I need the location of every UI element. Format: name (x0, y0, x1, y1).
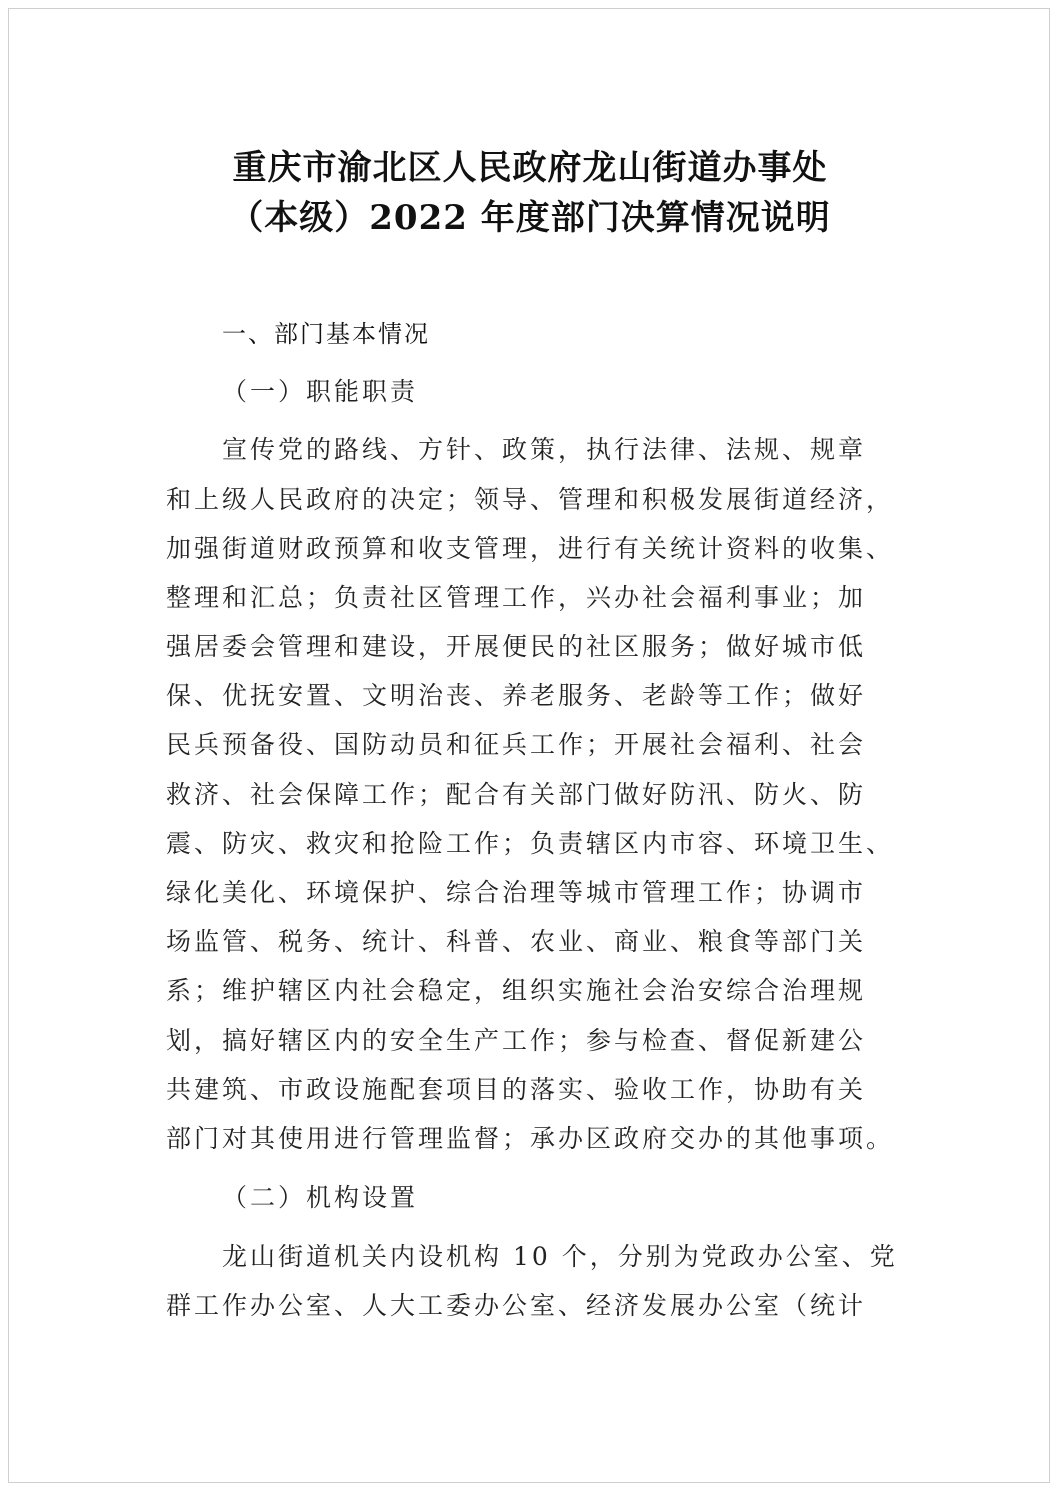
document-title-line1: 重庆市渝北区人民政府龙山街道办事处 (232, 148, 828, 188)
paragraph-line: 场监管、税务、统计、科普、农业、商业、粮食等部门关 (166, 927, 867, 956)
section-heading-basic-info: 一、部门基本情况 (222, 320, 430, 348)
paragraph-line: 绿化美化、环境保护、综合治理等城市管理工作；协调市 (166, 878, 867, 907)
paragraph-line: 加强街道财政预算和收支管理，进行有关统计资料的收集、 (166, 534, 895, 563)
paragraph-line: 震、防灾、救灾和抢险工作；负责辖区内市容、环境卫生、 (166, 829, 895, 858)
paragraph-line: 共建筑、市政设施配套项目的落实、验收工作，协助有关 (166, 1075, 867, 1104)
subsection-heading-organization: （二）机构设置 (222, 1183, 419, 1212)
subsection-heading-duties: （一）职能职责 (222, 377, 419, 406)
paragraph-line: 龙山街道机关内设机构 10 个，分别为党政办公室、党 (222, 1242, 898, 1271)
document-title-line2: （本级）2022 年度部门决算情况说明 (229, 198, 831, 238)
paragraph-line: 系；维护辖区内社会稳定，组织实施社会治安综合治理规 (166, 976, 867, 1005)
paragraph-line: 民兵预备役、国防动员和征兵工作；开展社会福利、社会 (166, 730, 867, 759)
paragraph-line: 群工作办公室、人大工委办公室、经济发展办公室（统计 (166, 1291, 867, 1320)
paragraph-line: 整理和汇总；负责社区管理工作，兴办社会福利事业；加 (166, 583, 867, 612)
paragraph-line: 强居委会管理和建设，开展便民的社区服务；做好城市低 (166, 632, 867, 661)
paragraph-line: 和上级人民政府的决定；领导、管理和积极发展街道经济， (166, 485, 895, 514)
paragraph-line: 划，搞好辖区内的安全生产工作；参与检查、督促新建公 (166, 1026, 867, 1055)
paragraph-line: 保、优抚安置、文明治丧、养老服务、老龄等工作；做好 (166, 681, 867, 710)
paragraph-line: 部门对其使用进行管理监督；承办区政府交办的其他事项。 (166, 1124, 895, 1153)
paragraph-line: 宣传党的路线、方针、政策，执行法律、法规、规章 (222, 435, 867, 464)
paragraph-line: 救济、社会保障工作；配合有关部门做好防汛、防火、防 (166, 780, 867, 809)
